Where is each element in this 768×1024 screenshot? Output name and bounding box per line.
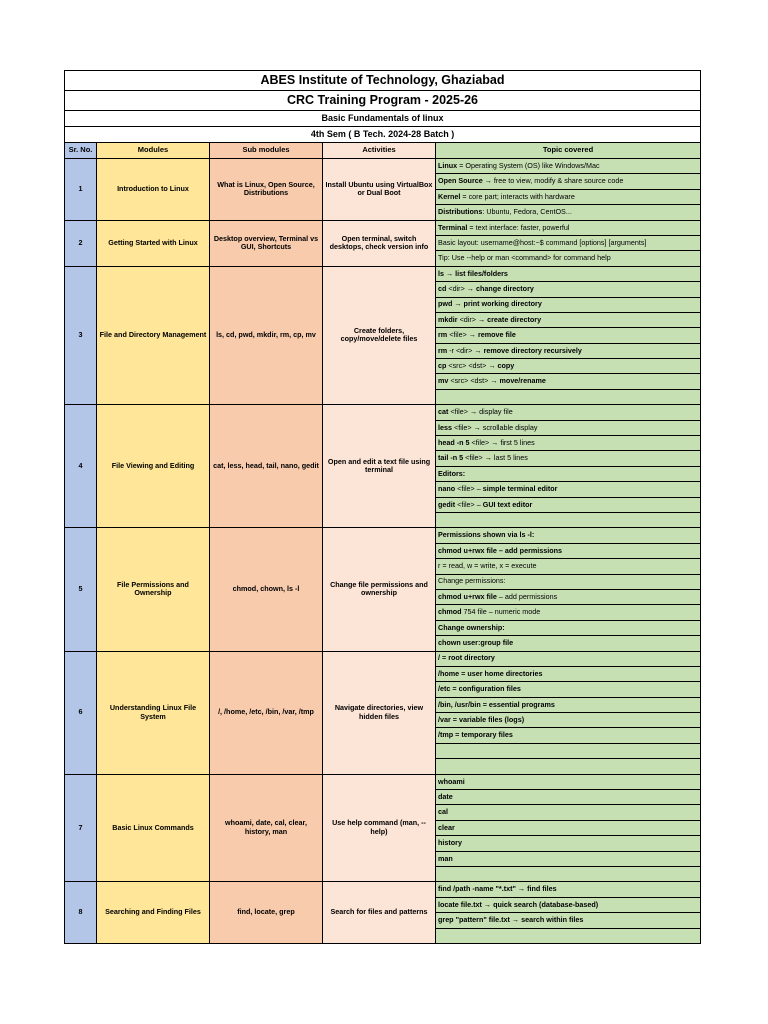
topic-cell [436, 312, 701, 327]
topic-cell [436, 851, 701, 866]
topic-cell [436, 574, 701, 589]
topic-bold-text: less [438, 422, 452, 432]
sr-no-cell: 3 [65, 266, 97, 405]
sub-module-cell: find, locate, grep [210, 882, 323, 944]
topic-bold-text: simple terminal editor [482, 484, 558, 494]
activity-cell: Use help command (man, --help) [323, 774, 436, 882]
topic-bold-text: /var = variable files (logs) [438, 715, 525, 724]
topic-cell [436, 790, 701, 805]
topic-text: <src> <dst> → [448, 376, 500, 386]
topic-text: <file> → display file [448, 407, 513, 417]
topic-bold-text: chmod [438, 607, 462, 617]
sr-no-cell: 6 [65, 651, 97, 774]
topic-text: <file> → first 5 lines [469, 437, 535, 447]
sub-module-cell: /, /home, /etc, /bin, /var, /tmp [210, 651, 323, 774]
topic-text: = core part; interacts with hardware [460, 191, 575, 201]
topic-text: <dir> → [457, 314, 488, 324]
topic-bold-text: cat [438, 407, 449, 417]
module-cell: File and Directory Management [97, 266, 210, 405]
topic-cell [436, 235, 701, 250]
activity-cell: Change file permissions and ownership [323, 528, 436, 651]
topic-bold-text: Terminal [438, 222, 468, 232]
topic-text: = text interface: faster, powerful [467, 222, 570, 232]
topic-cell [436, 928, 701, 943]
curriculum-table [64, 70, 701, 944]
topic-text: <file> → scrollable display [452, 422, 538, 432]
topic-cell [436, 543, 701, 558]
topic-cell [436, 482, 701, 497]
topic-bold-text: Editors: [438, 468, 466, 478]
sub-module-cell: chmod, chown, ls -l [210, 528, 323, 651]
sub-module-cell: What is Linux, Open Source, Distributions [210, 159, 323, 221]
topic-cell [436, 913, 701, 928]
topic-cell [436, 666, 701, 681]
sub-module-cell: ls, cd, pwd, mkdir, rm, cp, mv [210, 266, 323, 405]
topic-cell [436, 682, 701, 697]
topic-cell [436, 189, 701, 204]
topic-bold-text: Change ownership: [438, 622, 505, 632]
topic-cell [436, 882, 701, 897]
table-row [65, 266, 701, 281]
topic-text: : Ubuntu, Fedora, CentOS... [482, 207, 572, 217]
topic-bold-text: head -n 5 [438, 437, 470, 447]
topic-text: r = read, w = write, x = execute [438, 561, 537, 571]
topic-bold-text: Permissions shown via ls -l: [438, 530, 535, 540]
topic-bold-text: create directory [487, 314, 542, 324]
topic-bold-text: whoami [438, 776, 465, 786]
topic-bold-text: remove directory recursively [483, 345, 582, 355]
topic-bold-text: man [438, 853, 453, 863]
activity-cell: Search for files and patterns [323, 882, 436, 944]
topic-cell [436, 389, 701, 404]
topic-bold-text: clear [438, 822, 455, 832]
table-row [65, 405, 701, 420]
sub-module-cell: Desktop overview, Terminal vs GUI, Shortcuts [210, 220, 323, 266]
topic-text: = Operating System (OS) like Windows/Mac [457, 160, 600, 170]
topic-cell [436, 728, 701, 743]
topic-cell [436, 820, 701, 835]
sub-module-cell: cat, less, head, tail, nano, gedit [210, 405, 323, 528]
topic-text: <file> → last 5 lines [463, 453, 528, 463]
topic-cell [436, 159, 701, 174]
topic-cell [436, 451, 701, 466]
table-row [65, 882, 701, 897]
topic-text: <file> → [447, 330, 478, 340]
module-cell: Understanding Linux File System [97, 651, 210, 774]
col-header-sub-modules: Sub modules [210, 143, 323, 159]
topic-bold-text: /bin, /usr/bin = essential programs [438, 699, 555, 709]
topic-text: 754 file – numeric mode [461, 607, 541, 617]
topic-bold-text: find /path -name "*.txt" → find files [438, 884, 557, 894]
topic-cell [436, 589, 701, 604]
topic-text: → free to view, modify & share source code [482, 176, 624, 186]
topic-cell [436, 836, 701, 851]
sr-no-cell: 2 [65, 220, 97, 266]
topic-bold-text: Distributions [438, 207, 483, 217]
topic-cell [436, 405, 701, 420]
topic-cell [436, 636, 701, 651]
topic-cell [436, 512, 701, 527]
topic-bold-text: /etc = configuration files [438, 684, 521, 694]
table-row [65, 774, 701, 789]
topic-bold-text: mkdir [438, 314, 458, 324]
topic-bold-text: chown user:group file [438, 638, 514, 648]
col-header-sr: Sr. No. [65, 143, 97, 159]
col-header-modules: Modules [97, 143, 210, 159]
batch-title: 4th Sem ( B Tech. 2024-28 Batch ) [65, 127, 701, 143]
topic-cell [436, 759, 701, 774]
topic-bold-text: nano [438, 484, 456, 494]
topic-bold-text: chmod u+rwx file [438, 591, 497, 601]
activity-cell: Open terminal, switch desktops, check version info [323, 220, 436, 266]
topic-cell [436, 374, 701, 389]
program-title: CRC Training Program - 2025-26 [65, 91, 701, 111]
topic-text: <src> <dst> → [446, 361, 498, 371]
topic-cell [436, 605, 701, 620]
topic-bold-text: cp [438, 361, 447, 371]
topic-cell [436, 651, 701, 666]
table-row [65, 528, 701, 543]
module-cell: File Viewing and Editing [97, 405, 210, 528]
module-cell: Basic Linux Commands [97, 774, 210, 882]
topic-bold-text: ls → list files/folders [438, 268, 508, 278]
topic-bold-text: cal [438, 807, 448, 817]
sub-module-cell: whoami, date, cal, clear, history, man [210, 774, 323, 882]
topic-bold-text: history [438, 838, 462, 848]
topic-cell [436, 436, 701, 451]
topic-cell [436, 497, 701, 512]
topic-cell [436, 174, 701, 189]
topic-cell [436, 774, 701, 789]
topic-cell [436, 220, 701, 235]
topic-cell [436, 205, 701, 220]
topic-cell [436, 420, 701, 435]
topic-bold-text: /tmp = temporary files [438, 730, 513, 740]
topic-bold-text: Open Source [438, 176, 483, 186]
topic-cell [436, 343, 701, 358]
topic-bold-text: pwd → print working directory [438, 299, 542, 309]
topic-cell [436, 697, 701, 712]
sr-no-cell: 1 [65, 159, 97, 221]
topic-bold-text: mv [438, 376, 449, 386]
topic-cell [436, 713, 701, 728]
topic-bold-text: copy [497, 361, 515, 371]
sr-no-cell: 4 [65, 405, 97, 528]
topic-text: <dir> → [446, 284, 476, 294]
activity-cell: Open and edit a text file using terminal [323, 405, 436, 528]
topic-bold-text: remove file [477, 330, 516, 340]
topic-cell [436, 559, 701, 574]
sr-no-cell: 8 [65, 882, 97, 944]
topic-bold-text: rm [438, 345, 448, 355]
topic-text: Tip: Use --help or man <command> for command help [438, 253, 611, 263]
subject-title: Basic Fundamentals of linux [65, 111, 701, 127]
topic-text: -r <dir> → [447, 345, 484, 355]
topic-text: <file> – [455, 499, 483, 509]
topic-cell [436, 528, 701, 543]
topic-bold-text: / = root directory [438, 653, 495, 663]
topic-bold-text: tail -n 5 [438, 453, 464, 463]
topic-text: Basic layout: username@host:~$ command [options] [arguments] [438, 237, 647, 247]
topic-text: <file> – [455, 484, 483, 494]
col-header-activities: Activities [323, 143, 436, 159]
topic-bold-text: date [438, 791, 453, 801]
activity-cell: Install Ubuntu using VirtualBox or Dual Boot [323, 159, 436, 221]
sr-no-cell: 5 [65, 528, 97, 651]
activity-cell: Navigate directories, view hidden files [323, 651, 436, 774]
table-row [65, 220, 701, 235]
topic-cell [436, 297, 701, 312]
topic-cell [436, 866, 701, 881]
module-cell: Introduction to Linux [97, 159, 210, 221]
topic-bold-text: change directory [475, 284, 534, 294]
topic-cell [436, 251, 701, 266]
topic-text: Change permissions: [438, 576, 506, 586]
topic-bold-text: grep "pattern" file.txt → search within files [438, 915, 584, 925]
topic-cell [436, 620, 701, 635]
col-header-topics: Topic covered [436, 143, 701, 159]
topic-bold-text: chmod u+rwx file – add permissions [438, 545, 563, 555]
topic-bold-text: /home = user home directories [438, 668, 543, 678]
topic-bold-text: Linux [438, 160, 458, 170]
topic-cell [436, 743, 701, 758]
topic-cell [436, 466, 701, 481]
module-cell: Searching and Finding Files [97, 882, 210, 944]
activity-cell: Create folders, copy/move/delete files [323, 266, 436, 405]
topic-bold-text: Kernel [438, 191, 461, 201]
topic-bold-text: gedit [438, 499, 456, 509]
topic-bold-text: locate file.txt → quick search (database-based) [438, 899, 599, 909]
topic-bold-text: move/rename [499, 376, 546, 386]
module-cell: Getting Started with Linux [97, 220, 210, 266]
institute-title: ABES Institute of Technology, Ghaziabad [65, 71, 701, 91]
table-row [65, 159, 701, 174]
topic-bold-text: GUI text editor [482, 499, 533, 509]
topic-bold-text: rm [438, 330, 448, 340]
topic-cell [436, 359, 701, 374]
curriculum-sheet [64, 70, 700, 944]
table-row [65, 651, 701, 666]
topic-cell [436, 328, 701, 343]
topic-bold-text: cd [438, 284, 447, 294]
topic-cell [436, 282, 701, 297]
topic-cell [436, 805, 701, 820]
topic-cell [436, 266, 701, 281]
sr-no-cell: 7 [65, 774, 97, 882]
topic-cell [436, 897, 701, 912]
module-cell: File Permissions and Ownership [97, 528, 210, 651]
topic-text: – add permissions [496, 591, 558, 601]
